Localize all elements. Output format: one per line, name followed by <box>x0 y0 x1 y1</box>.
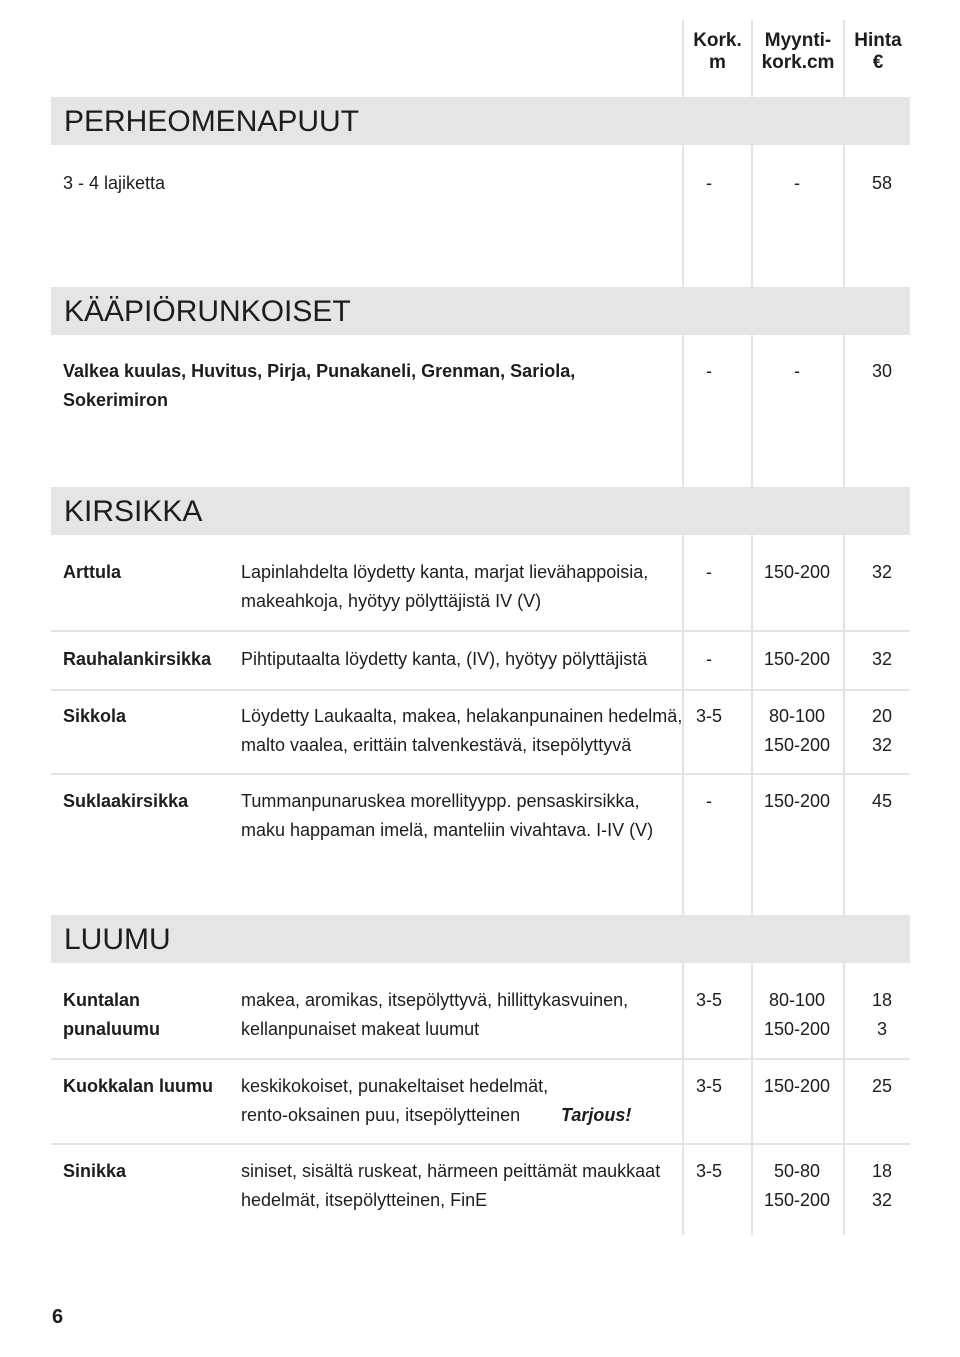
item-name: 3 - 4 lajiketta <box>63 173 166 193</box>
item-kork: - <box>706 791 712 811</box>
section-kirsikka <box>51 487 910 535</box>
item-name: Rauhalankirsikka <box>63 649 212 669</box>
column-divider <box>682 20 684 1235</box>
item-name: Kuntalan <box>63 990 141 1010</box>
item-name: punaluumu <box>63 1019 160 1039</box>
item-description: rento-oksainen puu, itsepölytteinen <box>241 1105 521 1125</box>
section-title: LUUMU <box>64 923 171 956</box>
item-hinta: 32 <box>871 562 893 582</box>
item-name: Arttula <box>63 562 121 582</box>
item-myynti: - <box>794 361 800 381</box>
item-kork: 3-5 <box>695 1076 722 1096</box>
column-divider <box>843 20 845 1235</box>
item-hinta: 32 <box>871 649 893 669</box>
item-hinta: 25 <box>871 1076 893 1096</box>
item-myynti: 150-200 <box>763 1019 831 1039</box>
item-kork: - <box>706 562 712 582</box>
page-number: 6 <box>52 1306 64 1328</box>
item-myynti: 150-200 <box>763 1076 831 1096</box>
item-hinta: 3 <box>876 1019 887 1039</box>
item-name: Valkea kuulas, Huvitus, Pirja, Punakaneli, Grenman, Sariola, <box>63 361 576 381</box>
item-name: Sinikka <box>63 1161 127 1181</box>
item-hinta: 58 <box>871 173 893 193</box>
item-kork: 3-5 <box>695 1161 722 1181</box>
item-description: Tummanpunaruskea morellityypp. pensaskirsikka, <box>241 791 640 811</box>
item-myynti: 150-200 <box>763 1190 831 1210</box>
header-kork: Kork. m <box>693 30 742 73</box>
item-kork: - <box>706 649 712 669</box>
header-myynti: Myynti- kork.cm <box>761 30 835 73</box>
offer-badge: Tarjous! <box>561 1105 632 1125</box>
item-kork: - <box>706 361 712 381</box>
item-hinta: 32 <box>871 735 893 755</box>
row-divider <box>51 1058 910 1060</box>
item-hinta: 45 <box>871 791 893 811</box>
item-description: Löydetty Laukaalta, makea, helakanpunainen hedelmä, <box>241 706 683 726</box>
section-title: PERHEOMENAPUUT <box>64 105 360 138</box>
row-divider <box>51 630 910 632</box>
item-hinta: 20 <box>871 706 893 726</box>
item-description: Lapinlahdelta löydetty kanta, marjat lievähappoisia, <box>241 562 649 582</box>
item-hinta: 30 <box>871 361 893 381</box>
item-description: maku happaman imelä, manteliin vivahtava. I-IV (V) <box>241 820 654 840</box>
item-description: siniset, sisältä ruskeat, härmeen peittämät maukkaat <box>241 1161 661 1181</box>
item-myynti: 150-200 <box>763 649 831 669</box>
item-myynti: 80-100 <box>768 990 826 1010</box>
item-name: Sikkola <box>63 706 127 726</box>
item-myynti: 150-200 <box>763 791 831 811</box>
column-divider <box>751 20 753 1235</box>
section-perheomenapuut <box>51 97 910 145</box>
item-description: hedelmät, itsepölytteinen, FinE <box>241 1190 488 1210</box>
header-hinta: Hinta € <box>854 30 902 73</box>
row-divider <box>51 773 910 775</box>
item-myynti: 150-200 <box>763 562 831 582</box>
section-title: KIRSIKKA <box>64 495 203 528</box>
item-hinta: 32 <box>871 1190 893 1210</box>
row-divider <box>51 1143 910 1145</box>
item-myynti: 50-80 <box>773 1161 821 1181</box>
section-kaapiorunkoiset <box>51 287 910 335</box>
item-description: keskikokoiset, punakeltaiset hedelmät, <box>241 1076 549 1096</box>
item-kork: - <box>706 173 712 193</box>
item-name: Suklaakirsikka <box>63 791 189 811</box>
row-divider <box>51 689 910 691</box>
item-hinta: 18 <box>871 990 893 1010</box>
item-name: Sokerimiron <box>63 390 169 410</box>
item-myynti: 80-100 <box>768 706 826 726</box>
item-myynti: - <box>794 173 800 193</box>
section-luumu <box>51 915 910 963</box>
item-description: makeahkoja, hyötyy pölyttäjistä IV (V) <box>241 591 542 611</box>
item-myynti: 150-200 <box>763 735 831 755</box>
item-description: makea, aromikas, itsepölyttyvä, hillittykasvuinen, <box>241 990 629 1010</box>
item-name: Kuokkalan luumu <box>63 1076 214 1096</box>
item-description: kellanpunaiset makeat luumut <box>241 1019 480 1039</box>
item-description: malto vaalea, erittäin talvenkestävä, itsepölyttyvä <box>241 735 632 755</box>
item-kork: 3-5 <box>695 990 722 1010</box>
item-description: Pihtiputaalta löydetty kanta, (IV), hyötyy pölyttäjistä <box>241 649 648 669</box>
section-title: KÄÄPIÖRUNKOISET <box>64 295 351 328</box>
item-hinta: 18 <box>871 1161 893 1181</box>
item-kork: 3-5 <box>695 706 722 726</box>
